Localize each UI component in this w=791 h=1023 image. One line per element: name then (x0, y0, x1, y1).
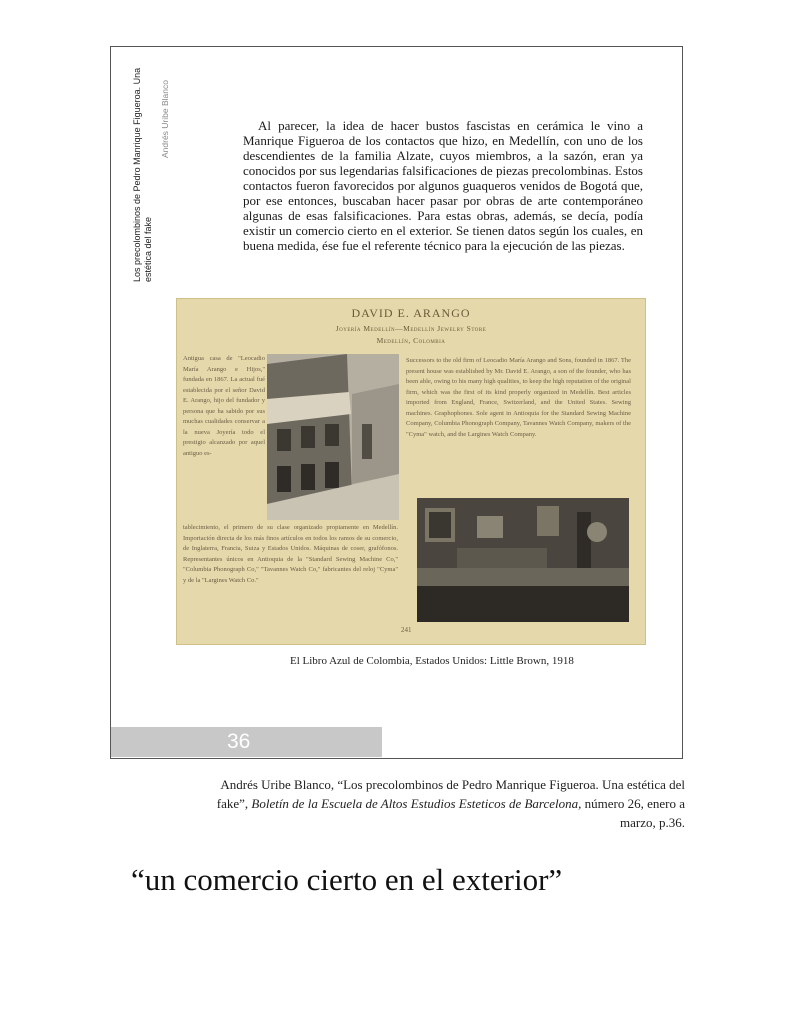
side-article-title: Los precolombinos de Pedro Manrique Figueroa. Una estética del fake (132, 67, 153, 282)
photo-location: Medellín, Colombia (376, 336, 446, 345)
photo-heading: DAVID E. ARANGO (351, 306, 471, 320)
side-author: Andrés Uribe Blanco (160, 80, 170, 158)
photo-spanish-text-continued: tablecimiento, el primero de su clase organizado propiamente en Medellín. Importación directa de los más finos artículos en todos los ramos de su comercio, de Inglaterra, Francia, Suiza y Estados Unidos. Máquinas de coser, grafófonos. Representantes únicos en Antioquia de la "Standard Sewing Machine Co," "Columbia Phonograph Co," "Tavannes Watch Co," fabricantes del reloj "Cyma" y de la "Largines Watch Co." (183, 524, 398, 584)
page-number: 36 (227, 730, 251, 753)
photo-english-text: Successors to the old firm of Leocadio María Arango and Sons, founded in 1867. The present house was established by Mr. David E. Arango, a son of the founder, who has been able, owing to his many high qualities, to keep the high reputation of the original firm, which was the first of its kind properly organized in Medellín. Best articles imported from England, France, Switzerland, and the United States. Sewing machines. Graphophones. Sole agent in Antioquia for the Standard Sewing Machine Company, Columbia Phonograph Company, Tavannes Watch Company, makers of the "Cyma" watch, and the Largines Watch Company. (406, 357, 631, 438)
body-paragraph: Al parecer, la idea de hacer bustos fascistas en cerámica le vino a Manrique Figueroa de los contactos que hizo, en Medellín, con uno de los descendientes de la familia Alzate, cuyos miembros, a la sazón, eran ya conocidos por sus legendarias falsificaciones de piezas precolombinas. Estos contactos fueron favorecidos por algunos guaqueros venidos de Bogotá que, por ese entonces, buscaban hacer pasar por obras de arte contemporáneo algunas de esas falsificaciones. Para estas obras, además, se decía, podía existir un comercio cierto en el exterior. Se tienen datos según los cuales, en buena medida, ése fue el referente técnico para la ejecución de las piezas. (243, 118, 643, 253)
citation-lead: Andrés Uribe Blanco, “Los precolombinos de Pedro Manrique Figueroa. Una estética del fake”, (216, 777, 685, 811)
citation (196, 775, 685, 832)
archival-page-photo (176, 298, 646, 645)
pull-quote: “un comercio cierto en el exterior” (131, 862, 563, 897)
photo-subheading: Joyería Medellín—Medellín Jewelry Store (335, 324, 487, 333)
photo-caption: El Libro Azul de Colombia, Estados Unidos: Little Brown, 1918 (290, 655, 574, 667)
citation-journal: Boletín de la Escuela de Altos Estudios Esteticos de Barcelona, (251, 796, 582, 811)
store-interior-photograph (417, 498, 629, 622)
photo-spanish-text: Antigua casa de "Leocadio María Arango e Hijos," fundada en 1867. La actual fué establecida por el señor David E. Arango, hijo del fundador y persona que ha sabido por sus muchas cualidades conservar a la nueva Joyería todo el prestigio alcanzado por aquel antiguo es- (183, 355, 265, 457)
street-photograph (267, 354, 399, 520)
citation-tail: número 26, enero a marzo, p.36. (581, 796, 685, 830)
photo-page-number: 241 (401, 626, 412, 634)
